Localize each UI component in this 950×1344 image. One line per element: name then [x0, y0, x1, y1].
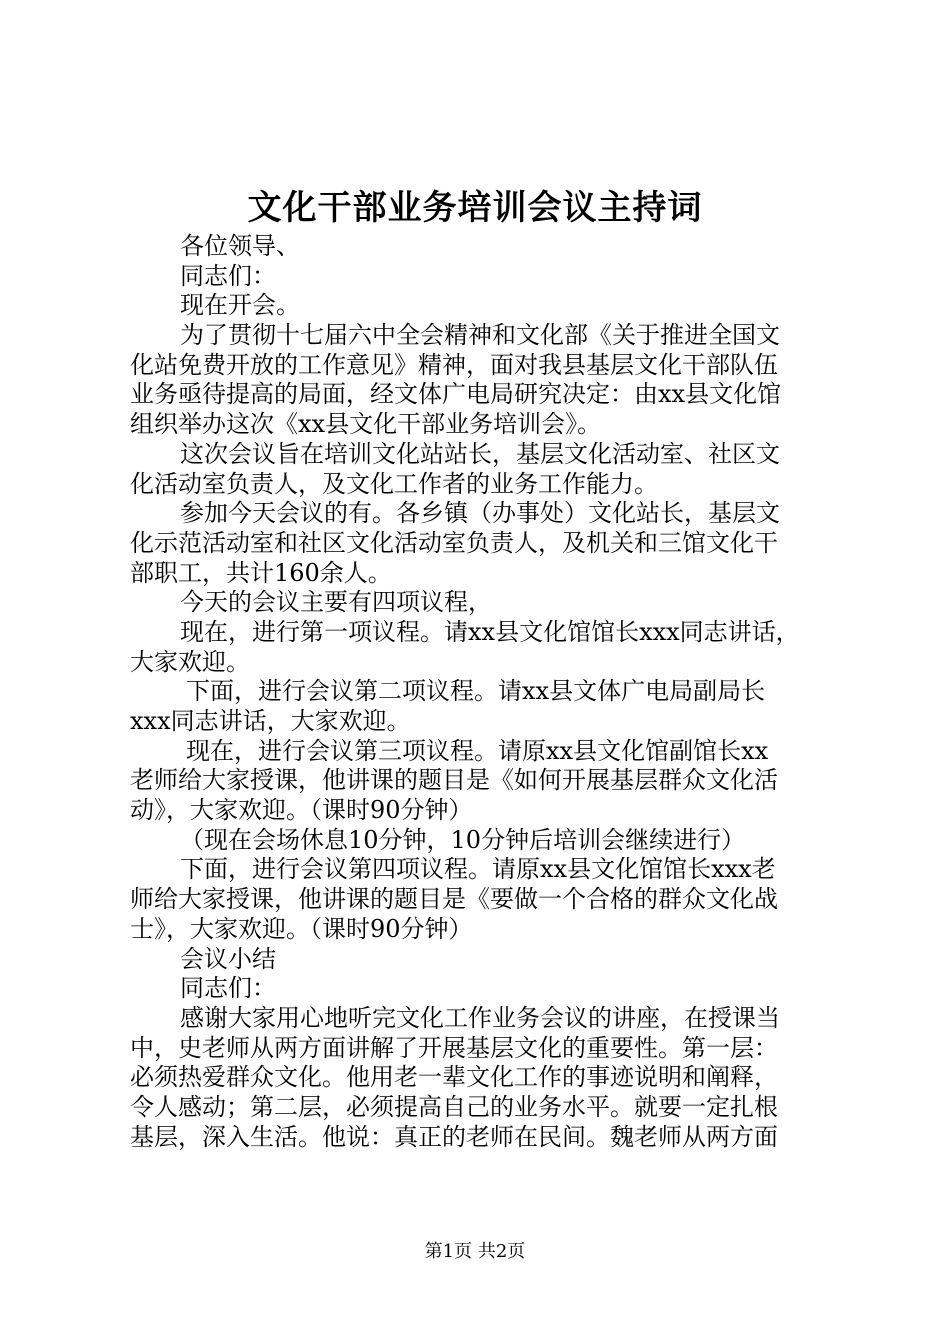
text-line-content: 会议小结	[180, 944, 276, 973]
text-line	[130, 618, 830, 648]
text-line-content: 组织举办这次《xx县文化干部业务培训会》。	[130, 410, 602, 439]
text-line	[130, 1093, 830, 1123]
text-line-content: 业务亟待提高的局面，经文体广电局研究决定：由xx县文化馆	[130, 380, 782, 409]
text-line	[130, 529, 830, 559]
text-line-content: 部职工，共计160余人。	[130, 558, 392, 587]
text-line-content: 化活动室负责人，及文化工作者的业务工作能力。	[130, 469, 658, 498]
text-line	[130, 1063, 830, 1093]
text-line	[130, 291, 830, 321]
document-body	[130, 232, 830, 1152]
document-title: 文化干部业务培训会议主持词	[247, 188, 703, 228]
text-line	[130, 707, 830, 737]
text-line	[130, 1123, 830, 1153]
page-footer: 第1页 共2页	[424, 1241, 526, 1262]
text-line	[130, 974, 830, 1004]
text-line-content: 大家欢迎。	[130, 647, 250, 676]
text-line	[130, 648, 830, 678]
text-line-content: 今天的会议主要有四项议程，	[180, 588, 492, 617]
text-line	[130, 470, 830, 500]
text-line-content: 同志们：	[180, 974, 276, 1003]
text-line-content: 这次会议旨在培训文化站站长，基层文化活动室、社区文	[180, 439, 780, 468]
text-line-content: 化示范活动室和社区文化活动室负责人，及机关和三馆文化干	[130, 528, 778, 557]
text-line	[130, 826, 830, 856]
text-line-content: 中，史老师从两方面讲解了开展基层文化的重要性。第一层：	[130, 1033, 778, 1062]
text-line-content: 现在开会。	[180, 291, 300, 320]
text-line	[130, 796, 830, 826]
text-line	[130, 232, 830, 262]
text-line	[130, 737, 830, 767]
text-line-content: 士》，大家欢迎。（课时90分钟）	[130, 914, 473, 943]
text-line	[130, 262, 830, 292]
text-line-content: 现在，进行第一项议程。请xx县文化馆馆长xxx同志讲话，	[180, 617, 800, 646]
text-line	[130, 855, 830, 885]
text-line-content: 同志们：	[180, 261, 276, 290]
text-line	[130, 499, 830, 529]
text-line	[130, 440, 830, 470]
text-line	[130, 351, 830, 381]
text-line-content: 为了贯彻十七届六中全会精神和文化部《关于推进全国文	[180, 321, 780, 350]
text-line	[130, 559, 830, 589]
text-line	[130, 588, 830, 618]
text-line	[130, 410, 830, 440]
text-line-content: 基层，深入生活。他说：真正的老师在民间。魏老师从两方面	[130, 1122, 778, 1151]
text-line-content: 参加今天会议的有。各乡镇（办事处）文化站长，基层文	[180, 499, 780, 528]
text-line	[130, 945, 830, 975]
text-line	[130, 380, 830, 410]
text-line-content: 动》，大家欢迎。（课时90分钟）	[130, 796, 473, 825]
text-line	[130, 885, 830, 915]
text-line-content: 令人感动；第二层，必须提高自己的业务水平。就要一定扎根	[130, 1092, 778, 1121]
text-line-content: 师给大家授课，他讲课的题目是《要做一个合格的群众文化战	[130, 885, 778, 914]
text-line-content: 感谢大家用心地听完文化工作业务会议的讲座，在授课当	[180, 1003, 780, 1032]
text-line-content: 必须热爱群众文化。他用老一辈文化工作的事迹说明和阐释，	[130, 1063, 778, 1092]
text-line-content: 老师给大家授课，他讲课的题目是《如何开展基层群众文化活	[130, 766, 778, 795]
text-line	[130, 1004, 830, 1034]
text-line	[130, 321, 830, 351]
text-line	[130, 1034, 830, 1064]
text-line-content: xxx同志讲话，大家欢迎。	[130, 707, 411, 735]
text-line	[130, 766, 830, 796]
text-line-content: （现在会场休息10分钟，10分钟后培训会继续进行）	[180, 825, 746, 854]
text-line-content: 化站免费开放的工作意见》精神，面对我县基层文化干部队伍	[130, 350, 778, 379]
text-line-content: 下面，进行会议第二项议程。请xx县文体广电局副局长	[186, 677, 766, 706]
text-line-content: 下面，进行会议第四项议程。请原xx县文化馆馆长xxx老	[180, 855, 776, 884]
text-line-content: 现在，进行会议第三项议程。请原xx县文化馆副馆长xx	[186, 736, 769, 765]
text-line	[130, 915, 830, 945]
text-line-content: 各位领导、	[180, 232, 300, 260]
text-line	[130, 677, 830, 707]
